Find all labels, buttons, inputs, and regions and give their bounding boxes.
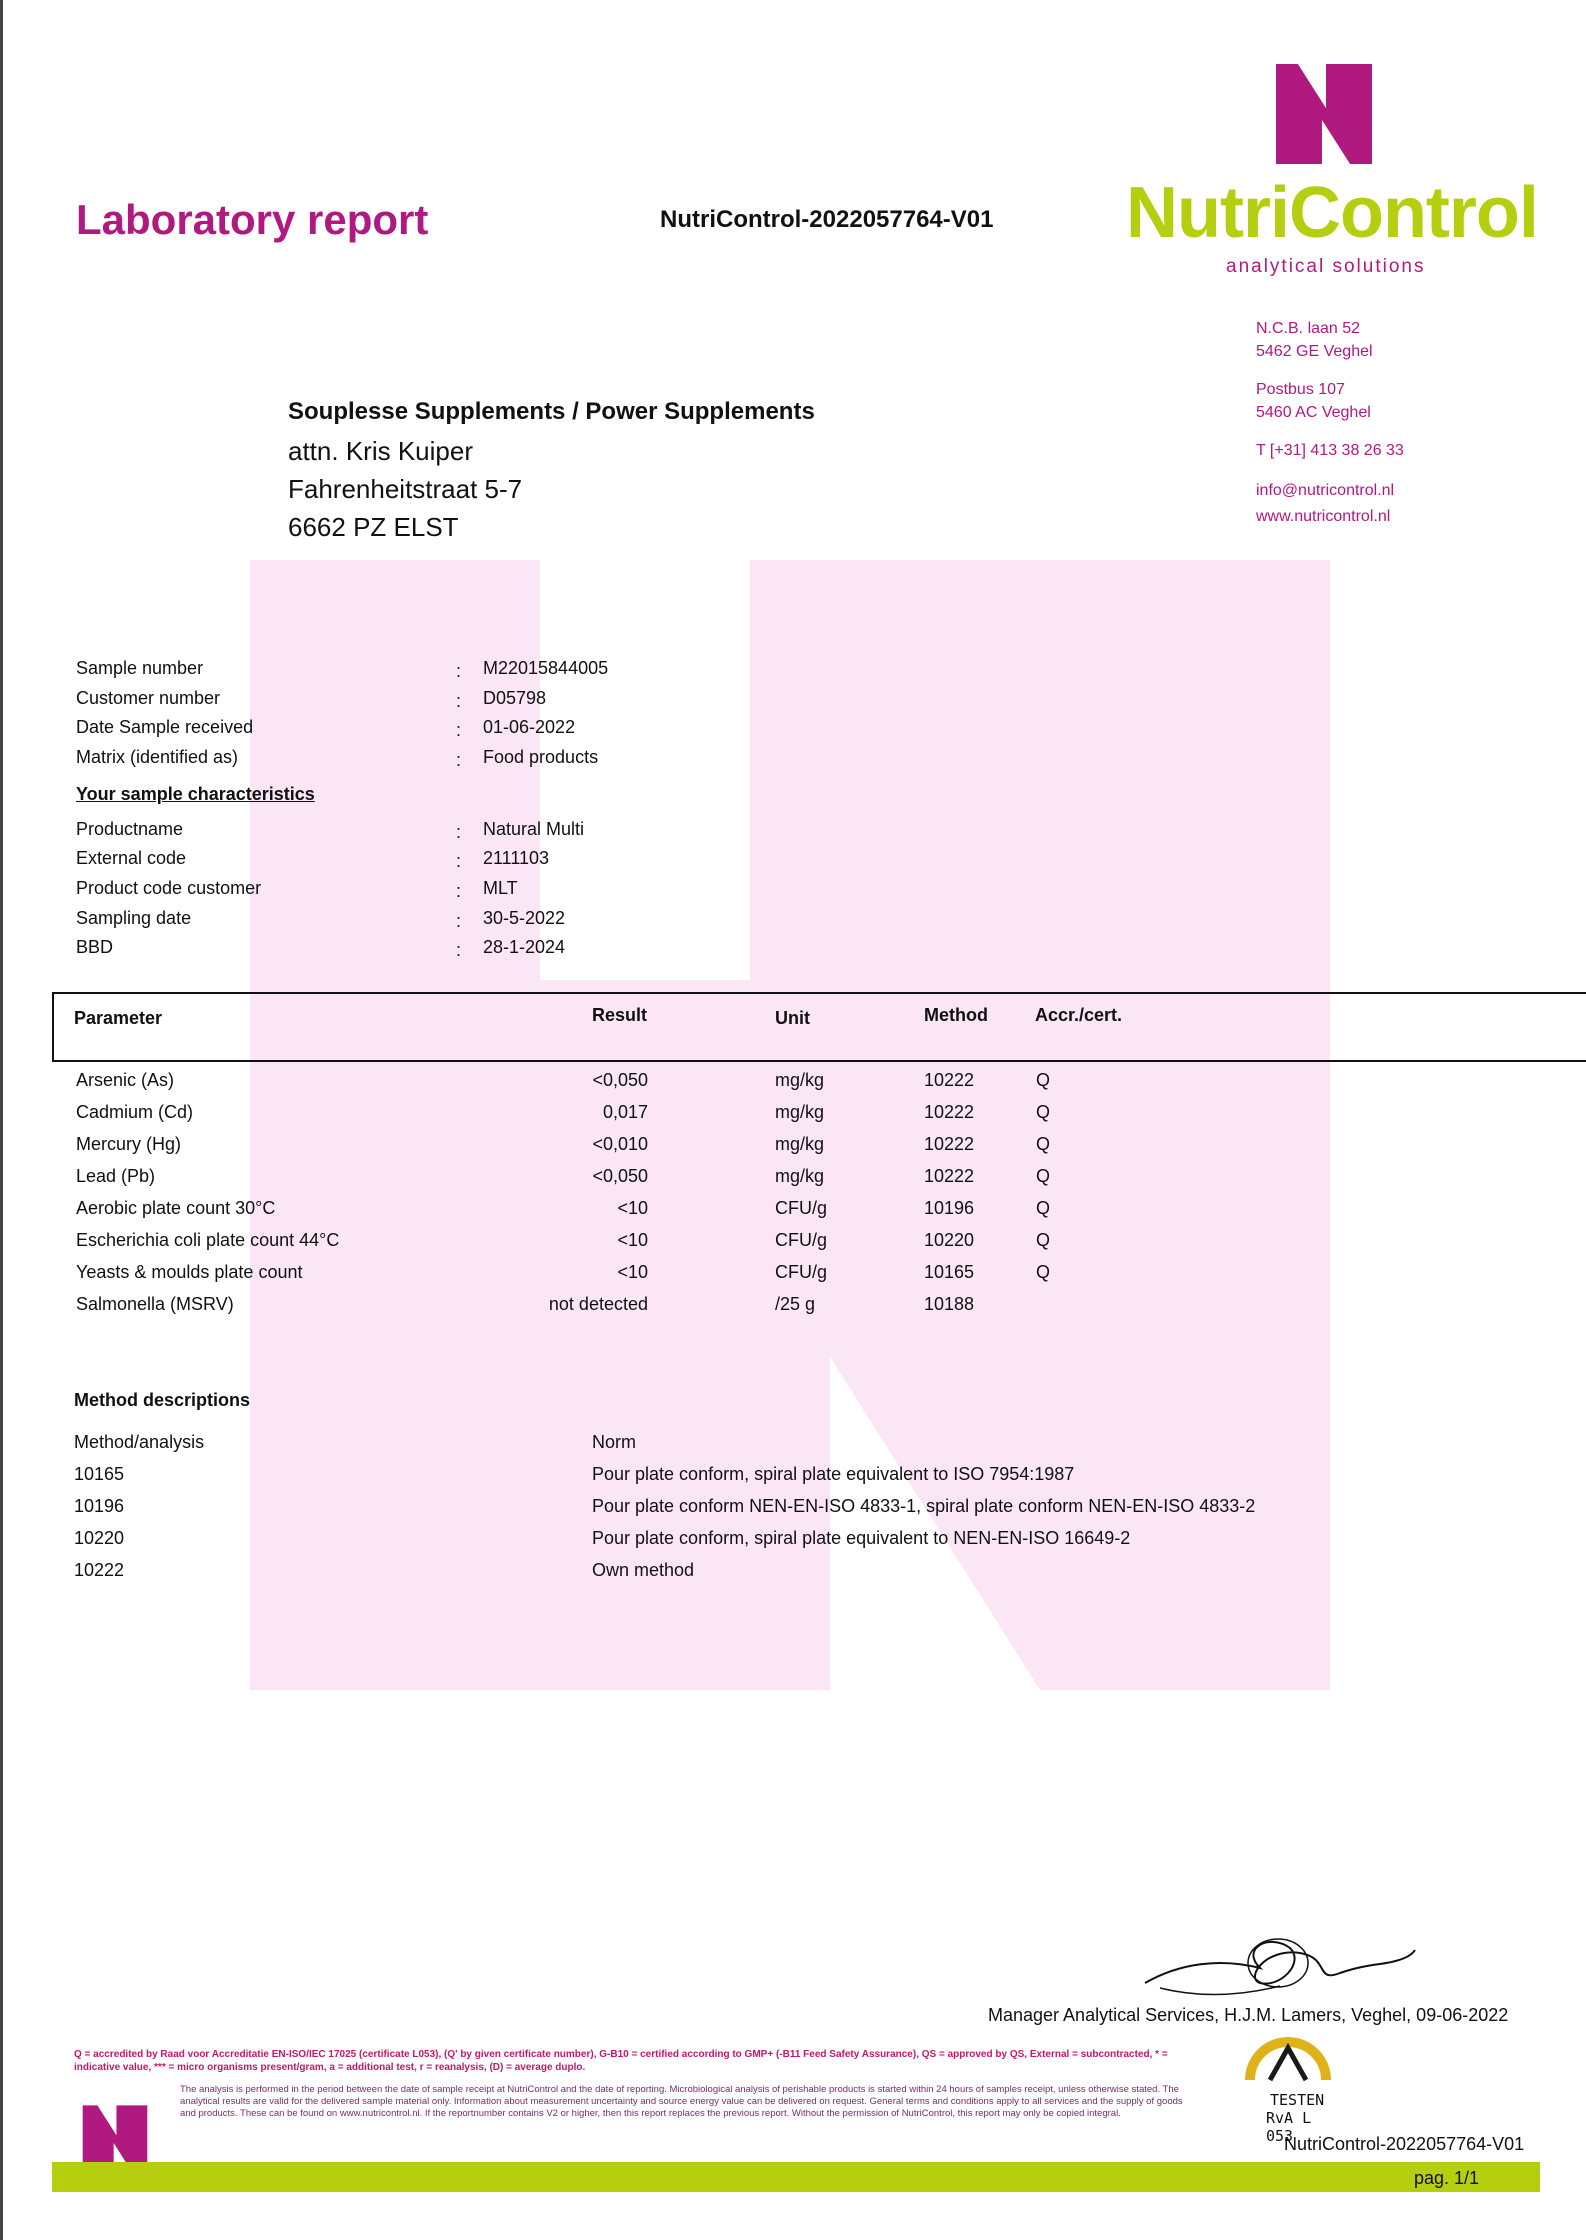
row-method: 10196	[924, 1198, 975, 1218]
page-left-border	[0, 0, 3, 2240]
col-parameter: Parameter	[74, 1008, 163, 1028]
row-accr: Q	[1036, 1230, 1051, 1250]
sampling-date-value: 30-5-2022	[483, 908, 566, 928]
row-accr: Q	[1036, 1102, 1051, 1122]
bbd-label: BBD	[76, 937, 114, 957]
rva-testen: TESTEN	[1270, 2091, 1325, 2109]
colon: :	[456, 822, 462, 842]
col-unit: Unit	[775, 1008, 810, 1028]
date-received-value: 01-06-2022	[483, 717, 576, 737]
row-unit: CFU/g	[775, 1230, 828, 1250]
report-title: Laboratory report	[76, 196, 429, 243]
sample-number-label: Sample number	[76, 658, 204, 678]
matrix-label: Matrix (identified as)	[76, 747, 239, 767]
report-id: NutriControl-2022057764-V01	[660, 206, 994, 233]
row-method: 10222	[924, 1134, 975, 1154]
signoff-line: Manager Analytical Services, H.J.M. Lamers, Veghel, 09-06-2022	[988, 2005, 1509, 2025]
row-result: 0,017	[602, 1102, 648, 1122]
col-result: Result	[592, 1005, 648, 1025]
method-norm: Pour plate conform NEN-EN-ISO 4833-1, spiral plate conform NEN-EN-ISO 4833-2	[592, 1496, 1256, 1516]
rva-accreditation-mark	[1240, 2030, 1336, 2145]
customer-name: Souplesse Supplements / Power Supplements	[288, 398, 815, 425]
row-parameter: Mercury (Hg)	[76, 1134, 182, 1154]
footer-report-id: NutriControl-2022057764-V01	[1284, 2134, 1525, 2154]
row-unit: mg/kg	[775, 1166, 825, 1186]
method-col-left: Method/analysis	[74, 1432, 205, 1452]
row-unit: mg/kg	[775, 1134, 825, 1154]
method-code: 10222	[74, 1560, 125, 1580]
method-code: 10196	[74, 1496, 125, 1516]
row-unit: CFU/g	[775, 1262, 828, 1282]
row-result: not detected	[548, 1294, 648, 1314]
row-unit: mg/kg	[775, 1070, 825, 1090]
lab-postbus: Postbus 107	[1256, 381, 1345, 398]
row-result: <10	[617, 1198, 648, 1218]
row-method: 10188	[924, 1294, 975, 1314]
matrix-value: Food products	[483, 747, 599, 767]
row-result: <10	[617, 1230, 648, 1250]
customer-street: Fahrenheitstraat 5-7	[288, 474, 523, 504]
method-code: 10220	[74, 1528, 125, 1548]
col-accr: Accr./cert.	[1035, 1005, 1123, 1025]
colon: :	[456, 691, 462, 711]
results-table-header	[52, 992, 1586, 1062]
sample-number-value: M22015844005	[483, 658, 609, 678]
row-result: <0,050	[592, 1166, 648, 1186]
legend-text: Q = accredited by Raad voor Accreditatie EN-ISO/IEC 17025 (certificate L053), (Q' by given certificate number), G-B10 = certified according to GMP+ (-B11 Feed Safety Assurance), QS = approved by QS, External = subcontracted, * = indicative value, *** = micro organisms present/gram, a = additional test, r = reanalysis, (D) = average duplo.	[74, 2049, 1168, 2073]
colon: :	[456, 911, 462, 931]
row-accr: Q	[1036, 1198, 1051, 1218]
rva-arc-icon	[1240, 2030, 1336, 2086]
row-parameter: Aerobic plate count 30°C	[76, 1198, 276, 1218]
product-code-label: Product code customer	[76, 878, 262, 898]
col-method: Method	[924, 1005, 988, 1025]
characteristics-heading: Your sample characteristics	[76, 784, 315, 804]
nutricontrol-logo-icon	[1272, 64, 1376, 164]
colon: :	[456, 750, 462, 770]
customer-attn: attn. Kris Kuiper	[288, 436, 473, 466]
external-code-value: 2111103	[483, 848, 550, 868]
row-parameter: Salmonella (MSRV)	[76, 1294, 234, 1314]
colon: :	[456, 940, 462, 960]
external-code-label: External code	[76, 848, 187, 868]
row-parameter: Arsenic (As)	[76, 1070, 175, 1090]
brand-name: NutriControl	[1126, 173, 1538, 253]
date-received-label: Date Sample received	[76, 717, 254, 737]
watermark-n-logo	[210, 560, 1370, 1690]
colon: :	[456, 720, 462, 740]
lab-email[interactable]: info@nutricontrol.nl	[1256, 482, 1395, 499]
row-result: <0,050	[592, 1070, 648, 1090]
productname-label: Productname	[76, 819, 184, 839]
row-unit: mg/kg	[775, 1102, 825, 1122]
row-accr: Q	[1036, 1070, 1051, 1090]
fine-print: The analysis is performed in the period between the date of sample receipt at NutriControl and the date of reporting. Microbiological analysis of perishable products is started within 24 hours of samples receipt, unless otherwise stated. The analytical results are valid for the delivered sample material only. Information about measurement uncertainty and source energy value can be delivered on request. General terms and conditions apply to all services and the supply of goods and products. These can be found on www.nutricontrol.nl. If the reportnumber contains V2 or higher, then this report replaces the previous report. Without the permission of NutriControl, this report may only be copied integral.	[180, 2084, 1183, 2119]
brand-tagline: analytical solutions	[1226, 256, 1426, 277]
row-accr: Q	[1036, 1166, 1051, 1186]
customer-number-label: Customer number	[76, 688, 221, 708]
rva-code: RvA L 053	[1266, 2109, 1312, 2145]
method-col-right: Norm	[592, 1432, 636, 1452]
customer-city: 6662 PZ ELST	[288, 512, 459, 542]
lab-city: 5462 GE Veghel	[1256, 343, 1373, 360]
row-accr: Q	[1036, 1262, 1051, 1282]
lab-phone: T [+31] 413 38 26 33	[1256, 442, 1404, 459]
productname-value: Natural Multi	[483, 819, 585, 839]
method-descriptions-heading: Method descriptions	[74, 1390, 251, 1410]
product-code-value: MLT	[483, 878, 518, 898]
row-parameter: Yeasts & moulds plate count	[76, 1262, 303, 1282]
signature	[1140, 1928, 1420, 2008]
row-parameter: Cadmium (Cd)	[76, 1102, 194, 1122]
row-method: 10222	[924, 1102, 975, 1122]
row-method: 10220	[924, 1230, 975, 1250]
row-unit: CFU/g	[775, 1198, 828, 1218]
method-norm: Pour plate conform, spiral plate equivalent to NEN-EN-ISO 16649-2	[592, 1528, 1131, 1548]
method-code: 10165	[74, 1464, 125, 1484]
row-accr: Q	[1036, 1134, 1051, 1154]
row-parameter: Escherichia coli plate count 44°C	[76, 1230, 340, 1250]
row-method: 10165	[924, 1262, 975, 1282]
colon: :	[456, 661, 462, 681]
page-number: pag. 1/1	[1414, 2168, 1480, 2188]
row-result: <10	[617, 1262, 648, 1282]
method-norm: Pour plate conform, spiral plate equivalent to ISO 7954:1987	[592, 1464, 1075, 1484]
customer-number-value: D05798	[483, 688, 547, 708]
sampling-date-label: Sampling date	[76, 908, 192, 928]
row-method: 10222	[924, 1070, 975, 1090]
bbd-value: 28-1-2024	[483, 937, 566, 957]
lab-website[interactable]: www.nutricontrol.nl	[1256, 508, 1391, 525]
colon: :	[456, 881, 462, 901]
lab-street: N.C.B. laan 52	[1256, 320, 1361, 337]
row-result: <0,010	[592, 1134, 648, 1154]
footer-green-bar	[52, 2162, 1540, 2192]
method-norm: Own method	[592, 1560, 695, 1580]
row-method: 10222	[924, 1166, 975, 1186]
lab-postbus-city: 5460 AC Veghel	[1256, 404, 1371, 421]
row-unit: /25 g	[775, 1294, 816, 1314]
colon: :	[456, 851, 462, 871]
row-parameter: Lead (Pb)	[76, 1166, 156, 1186]
